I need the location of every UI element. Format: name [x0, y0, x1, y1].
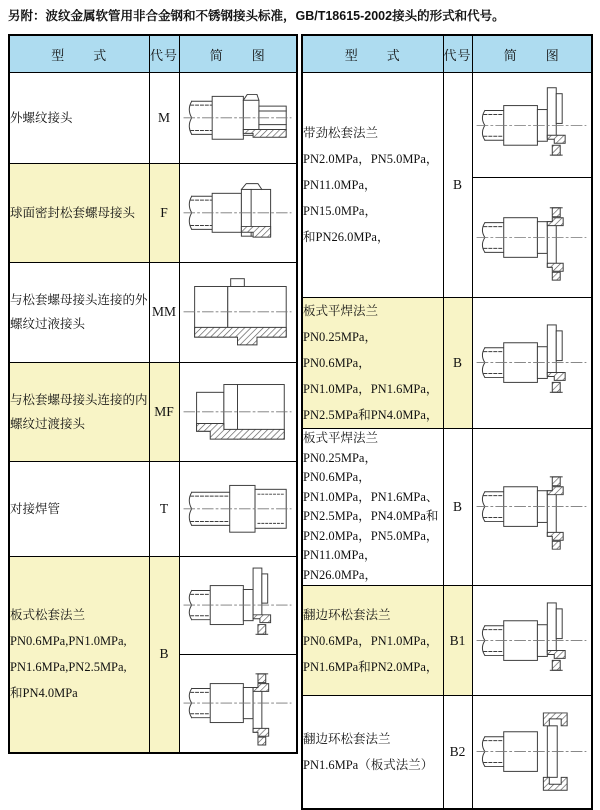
pn-rating-line: PN0.25MPa，PN0.6MPa， — [303, 330, 377, 370]
pn-rating-line: PN11.0MPa，PN26.0MPa， — [303, 548, 377, 582]
code-cell: T — [149, 461, 179, 556]
type-label: 与松套螺母接头连接的外螺纹过液接头 — [10, 293, 148, 332]
col-header-diagram: 简 图 — [179, 35, 297, 73]
col-header-code: 代号 — [149, 35, 179, 73]
type-label: 带劲松套法兰 — [303, 126, 379, 140]
code-cell: F — [149, 163, 179, 262]
code-cell: B2 — [443, 696, 472, 809]
pn-rating-line: 和PN4.0MPa — [10, 686, 78, 701]
pn-rating-line: PN1.6MPa,PN2.5MPa, — [10, 660, 127, 675]
code-cell: B — [443, 429, 472, 586]
type-cell — [302, 429, 443, 586]
col-header-diagram: 简 图 — [472, 35, 592, 73]
type-label: 板式松套法兰 — [10, 608, 86, 623]
pn-rating-line: PN1.6MPa和PN2.0MPa， — [303, 659, 439, 674]
pn-rating-line: PN2.0MPa，PN5.0MPa， — [303, 528, 439, 543]
table-row — [302, 696, 592, 809]
code-cell: M — [149, 73, 179, 164]
fitting-tables — [0, 34, 600, 810]
table-row — [9, 262, 297, 362]
diagram-cell — [179, 262, 297, 362]
type-label: 外螺纹接头 — [10, 110, 73, 125]
pn-rating-line: PN1.6MPa（板式法兰） — [303, 757, 434, 772]
code-cell: B1 — [443, 586, 472, 696]
pn-rating-line: PN11.0MPa，PN15.0MPa， — [303, 178, 377, 218]
type-cell — [302, 298, 443, 429]
spherical-seal-loose-nut-fitting-diagram — [180, 168, 297, 258]
type-label: 翻边环松套法兰 — [303, 607, 391, 622]
female-thread-adapter-fitting-diagram — [180, 367, 297, 457]
pn-rating-line: PN0.25MPa，PN0.6MPa， — [303, 450, 377, 484]
welded-plate-flange-upper-diagram — [473, 317, 592, 408]
type-label: 板式平焊法兰 — [303, 431, 379, 445]
code-cell: MF — [149, 362, 179, 461]
diagram-cell — [472, 429, 592, 586]
type-cell — [9, 461, 149, 556]
header-row — [302, 35, 592, 73]
table-row — [9, 461, 297, 556]
table-row — [302, 586, 592, 696]
pn-rating-line: PN2.5MPa，PN4.0MPa和 — [303, 509, 439, 523]
diagram-cell — [472, 73, 592, 298]
neck-loose-flange-lower-diagram — [473, 178, 592, 297]
pn-rating-line: PN2.5MPa和PN4.0MPa， — [303, 408, 439, 422]
table-row — [9, 163, 297, 262]
diagram-cell — [179, 163, 297, 262]
right-fitting-table — [301, 34, 593, 810]
type-cell — [9, 262, 149, 362]
type-cell — [302, 696, 443, 809]
type-label: 球面密封松套螺母接头 — [10, 205, 136, 220]
table-row — [302, 73, 592, 298]
type-cell — [302, 73, 443, 298]
pn-rating-line: PN0.6MPa，PN1.0MPa， — [303, 633, 439, 648]
table-row — [9, 73, 297, 164]
header-row — [9, 35, 297, 73]
code-cell: B — [443, 73, 472, 298]
diagram-cell — [472, 696, 592, 809]
pn-rating-line: PN1.0MPa，PN1.6MPa、 — [303, 489, 439, 504]
table-row — [9, 362, 297, 461]
type-label: 板式平焊法兰 — [303, 304, 379, 318]
type-cell — [9, 362, 149, 461]
male-thread-fitting-diagram — [180, 73, 297, 163]
type-cell — [9, 73, 149, 164]
type-cell — [9, 556, 149, 753]
col-header-code: 代号 — [443, 35, 472, 73]
type-label: 翻边环松套法兰 — [303, 731, 391, 746]
table-row — [302, 298, 592, 429]
type-cell — [9, 163, 149, 262]
plate-loose-flange-upper-diagram — [180, 557, 297, 655]
table-row — [9, 556, 297, 753]
page-title: 另附：波纹金属软管用非合金钢和不锈钢接头标准，GB/T18615-2002接头的形式和代号。 — [8, 9, 505, 23]
table-row — [302, 429, 592, 586]
diagram-cell — [472, 586, 592, 696]
pn-rating-line: PN0.6MPa,PN1.0MPa, — [10, 634, 127, 649]
diagram-cell — [179, 73, 297, 164]
diagram-cell — [179, 362, 297, 461]
pn-rating-line: PN1.0MPa，PN1.6MPa， — [303, 382, 439, 396]
type-label: 与松套螺母接头连接的内螺纹过渡接头 — [10, 392, 148, 431]
col-header-type: 型 式 — [9, 35, 149, 73]
lapped-ring-loose-flange-b1-diagram — [473, 595, 592, 686]
welded-plate-flange-lower-diagram — [473, 461, 592, 552]
diagram-cell — [179, 461, 297, 556]
neck-loose-flange-upper-diagram — [473, 73, 592, 178]
diagram-cell — [179, 556, 297, 753]
code-cell: B — [149, 556, 179, 753]
code-cell: MM — [149, 262, 179, 362]
left-fitting-table — [8, 34, 298, 754]
type-label: 对接焊管 — [10, 501, 61, 516]
type-cell — [302, 586, 443, 696]
diagram-cell — [472, 298, 592, 429]
code-cell: B — [443, 298, 472, 429]
pn-rating-line: PN2.0MPa，PN5.0MPa， — [303, 152, 439, 166]
butt-weld-pipe-diagram — [180, 464, 297, 554]
male-thread-adapter-fitting-diagram — [180, 267, 297, 357]
pn-rating-line: 和PN26.0MPa， — [303, 230, 390, 244]
plate-loose-flange-lower-diagram — [180, 655, 297, 752]
lapped-ring-loose-flange-b2-diagram — [473, 706, 592, 797]
col-header-type: 型 式 — [302, 35, 443, 73]
